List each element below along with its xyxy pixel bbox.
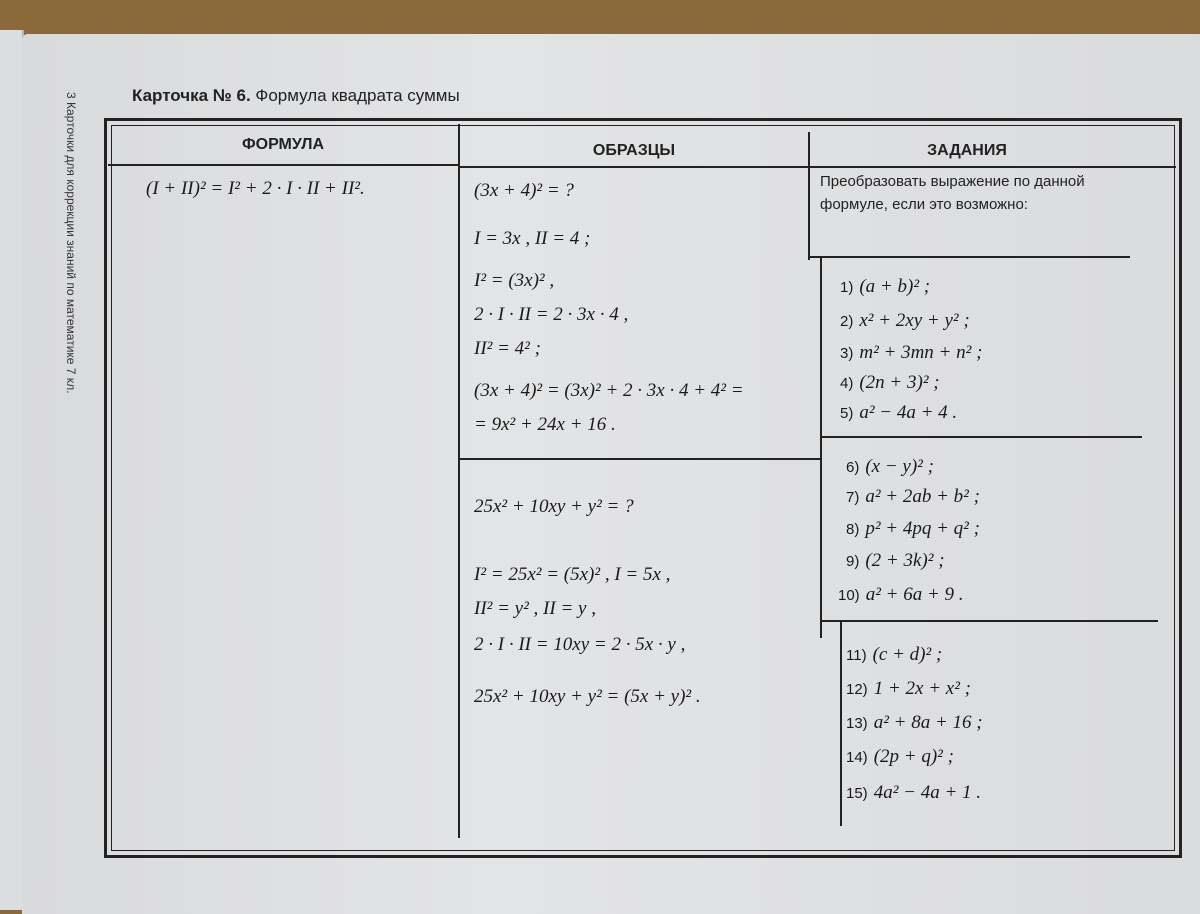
header-samples: ОБРАЗЦЫ xyxy=(592,142,676,159)
header-tasks: ЗАДАНИЯ xyxy=(927,142,1007,159)
sample1-line-6: (3x + 4)² = (3x)² + 2 · 3x · 4 + 4² = xyxy=(474,380,744,401)
sample2-line-2: I² = 25x² = (5x)² , I = 5x , xyxy=(474,564,671,585)
task-expression: a² + 6a + 9 . xyxy=(865,584,964,605)
card-number: Карточка № 6. xyxy=(132,86,251,105)
task-expression: x² + 2xy + y² ; xyxy=(859,310,970,331)
task-expression: a² − 4a + 4 . xyxy=(859,402,958,423)
task-5 xyxy=(840,402,957,424)
task-expression: (2n + 3)² ; xyxy=(859,372,940,393)
task-number: 12) xyxy=(846,681,868,698)
sample2-line-3: II² = y² , II = y , xyxy=(474,598,596,619)
task-expression: 4a² − 4a + 1 . xyxy=(873,782,982,803)
samples-divider xyxy=(458,458,820,460)
task-1 xyxy=(840,276,930,298)
task-expression: m² + 3mn + n² ; xyxy=(859,342,983,363)
column-divider-1 xyxy=(458,124,460,838)
side-caption: 3 Карточки для коррекции знаний по математике 7 кл. xyxy=(64,92,78,394)
tasks-divider-2 xyxy=(820,436,1142,438)
previous-page-edge xyxy=(0,30,24,910)
task-number: 9) xyxy=(846,553,860,570)
header-divider-2 xyxy=(458,166,1176,168)
tasks-divider-1 xyxy=(808,256,1130,258)
task-expression: p² + 4pq + q² ; xyxy=(865,518,980,539)
column-divider-2c xyxy=(840,620,842,826)
task-number: 8) xyxy=(846,521,860,538)
task-number: 2) xyxy=(840,313,854,330)
sample2-line-5: 25x² + 10xy + y² = (5x + y)² . xyxy=(474,686,701,707)
task-number: 1) xyxy=(840,279,854,296)
task-8 xyxy=(846,518,980,540)
column-divider-2b xyxy=(820,258,822,638)
sample1-line-7: = 9x² + 24x + 16 . xyxy=(474,414,616,435)
task-number: 6) xyxy=(846,459,860,476)
task-number: 15) xyxy=(846,785,868,802)
sample1-line-5: II² = 4² ; xyxy=(474,338,541,359)
task-number: 7) xyxy=(846,489,860,506)
sample2-line-1: 25x² + 10xy + y² = ? xyxy=(474,496,634,517)
tasks-instruction: Преобразовать выражение по данной формуле, если это возможно: xyxy=(820,173,1085,213)
task-13 xyxy=(846,712,983,734)
task-expression: (2 + 3k)² ; xyxy=(865,550,945,571)
header-divider xyxy=(108,164,458,166)
task-expression: (a + b)² ; xyxy=(859,276,931,297)
task-12 xyxy=(846,678,971,700)
card-topic: Формула квадрата суммы xyxy=(255,86,460,105)
task-3 xyxy=(840,342,982,364)
worksheet-table xyxy=(104,118,1182,858)
task-expression: (c + d)² ; xyxy=(872,644,943,665)
tasks-divider-3 xyxy=(822,620,1158,622)
task-14 xyxy=(846,746,954,768)
formula-text: (I + II)² = I² + 2 · I · II + II². xyxy=(146,178,365,199)
card-title xyxy=(132,86,460,106)
task-number: 5) xyxy=(840,405,854,422)
sample1-line-2: I = 3x , II = 4 ; xyxy=(474,228,591,249)
task-9 xyxy=(846,550,945,572)
task-number: 3) xyxy=(840,345,854,362)
sample1-line-1: (3x + 4)² = ? xyxy=(474,180,574,201)
table-inner-border xyxy=(111,125,1175,851)
task-4 xyxy=(840,372,940,394)
sample1-line-3: I² = (3x)² , xyxy=(474,270,555,291)
task-10 xyxy=(838,584,964,606)
task-6 xyxy=(846,456,934,478)
task-expression: 1 + 2x + x² ; xyxy=(873,678,971,699)
task-2 xyxy=(840,310,970,332)
sample2-line-4: 2 · I · II = 10xy = 2 · 5x · y , xyxy=(474,634,686,655)
task-expression: a² + 2ab + b² ; xyxy=(865,486,980,507)
task-expression: a² + 8a + 16 ; xyxy=(873,712,983,733)
task-15 xyxy=(846,782,981,804)
task-number: 10) xyxy=(838,587,860,604)
task-expression: (2p + q)² ; xyxy=(873,746,954,767)
sample1-line-4: 2 · I · II = 2 · 3x · 4 , xyxy=(474,304,629,325)
task-number: 13) xyxy=(846,715,868,732)
task-expression: (x − y)² ; xyxy=(865,456,934,477)
header-formula: ФОРМУЛА xyxy=(241,136,324,153)
task-number: 14) xyxy=(846,749,868,766)
task-7 xyxy=(846,486,980,508)
task-number: 4) xyxy=(840,375,854,392)
task-number: 11) xyxy=(846,647,867,664)
task-11 xyxy=(846,644,942,666)
